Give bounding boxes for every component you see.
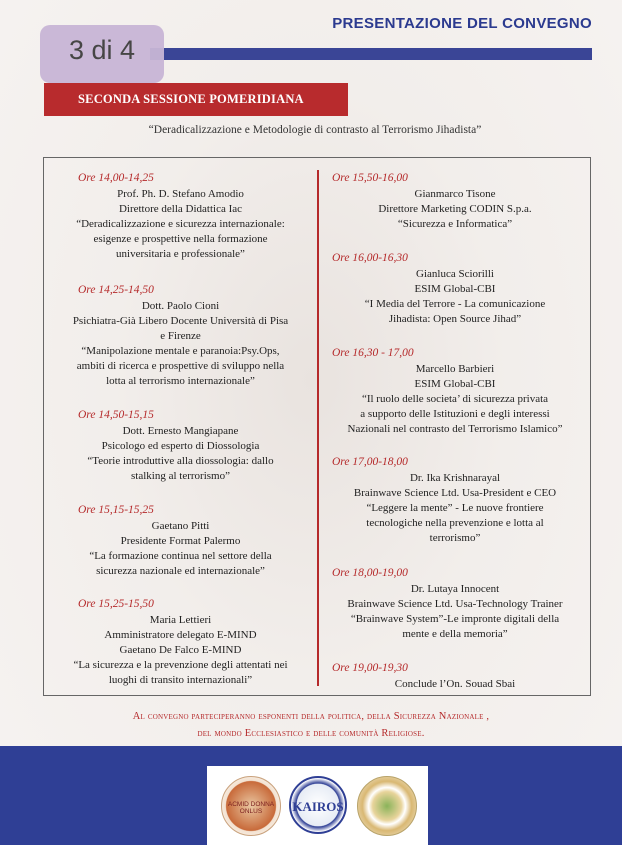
slot-time: Ore 16,00-16,30 [332,252,408,264]
page-counter-text: 3 di 4 [68,35,136,65]
slot-line: Gaetano Pitti [151,520,210,532]
program-slot [320,566,590,642]
slot-line: ESIM Global-CBI [414,378,496,390]
slot-line: Dr. Ika Krishnarayal [409,472,501,484]
slot-line: luoghi di transito internazionali” [108,674,253,686]
slot-line: Presidente Format Palermo [120,535,241,547]
participants-note [0,708,622,742]
slot-line: Amministratore delegato E-MIND [104,629,257,641]
session-subtitle: “Deradicalizzazione e Metodologie di contrasto al Terrorismo Jihadista” [148,124,482,136]
slot-line: lotta al terrorismo internazionale” [106,375,255,387]
program-slot [320,346,590,437]
sponsor-logos-panel [207,766,428,845]
slot-line: “Deradicalizzazione e sicurezza internazionale: [76,218,285,230]
program-slot [44,597,317,688]
slot-line: Gianmarco Tisone [414,188,496,200]
participants-note-line: Al convegno parteciperanno esponenti della politica, della Sicurezza Nazionale , [132,711,490,722]
slot-line: Dott. Ernesto Mangiapane [122,425,239,437]
slot-line: “Leggere la mente” - Le nuove frontiere [366,502,544,514]
session-title: SECONDA SESSIONE POMERIDIANA [78,92,304,106]
slot-time: Ore 14,25-14,50 [78,284,154,296]
logo-text: KAIROS [292,799,344,814]
slot-line: Gianluca Sciorilli [416,268,494,280]
slot-line: sicurezza nazionale ed internazionale” [96,565,265,577]
program-slot [44,408,317,484]
slot-line: Psichiatra-Già Libero Docente Università di Pisa [72,315,289,327]
slot-line: “Teorie introduttive alla diossologia: dallo [87,455,274,467]
slot-line: tecnologiche nella prevenzione e lotta al [366,517,544,529]
slot-line: “La formazione continua nel settore della [89,550,272,562]
slot-line: esigenze e prospettive nella formazione [93,233,268,245]
program-slot [320,171,590,232]
slot-line: terrorismo” [429,532,481,544]
slot-line: Direttore Marketing CODIN S.p.a. [378,203,532,215]
page-counter-badge [40,25,164,83]
slot-line: Jihadista: Open Source Jihad” [388,313,522,325]
slot-line: Marcello Barbieri [415,363,495,375]
slot-line: ambiti di ricerca e prospettive di sviluppo nella [76,360,285,372]
slot-time: Ore 15,50-16,00 [332,172,408,184]
program-slot [320,661,590,692]
slot-line: e Firenze [160,330,201,342]
slot-time: Ore 15,25-15,50 [78,598,154,610]
program-slot [320,455,590,546]
slot-line: a supporto delle Istituzioni e degli interessi [360,408,550,420]
program-slot [44,503,317,579]
slot-line: “Sicurezza e Informatica” [397,218,513,230]
session-title-banner [44,83,348,116]
slot-line: Brainwave Science Ltd. Usa-Technology Trainer [347,598,563,610]
slot-time: Ore 16,30 - 17,00 [332,347,414,359]
column-divider [317,170,319,686]
slot-line: “La sicurezza e la prevenzione degli attentati nei [73,659,288,671]
slot-line: “I Media del Terrore - La comunicazione [364,298,546,310]
slot-line: stalking al terrorismo” [131,470,230,482]
slot-line: mente e della memoria” [402,628,508,640]
slot-line: Psicologo ed esperto di Diossologia [101,440,260,452]
slot-line: Conclude l’On. Souad Sbai [394,678,516,690]
slot-line: Maria Lettieri [149,614,212,626]
slot-line: universitaria e professionale” [116,248,245,260]
document-header-title: PRESENTAZIONE DEL CONVEGNO [332,15,592,32]
program-slot [44,171,317,262]
slot-line: Dott. Paolo Cioni [141,300,220,312]
slot-line: ESIM Global-CBI [414,283,496,295]
slot-line: Gaetano De Falco E-MIND [119,644,242,656]
slot-line: Nazionali nel contrasto del Terrorismo Islamico” [347,423,563,435]
slot-time: Ore 17,00-18,00 [332,456,408,468]
slot-line: “Il ruolo delle societa’ di sicurezza privata [361,393,549,405]
slot-time: Ore 14,50-15,15 [78,409,154,421]
program-slot [320,251,590,327]
slot-time: Ore 15,15-15,25 [78,504,154,516]
slot-line: Prof. Ph. D. Stefano Amodio [117,188,244,200]
slot-line: Direttore della Didattica Iac [118,203,243,215]
cultural-center-seal-logo-icon [357,776,417,836]
slot-line: Dr. Lutaya Innocent [410,583,500,595]
acmid-donna-logo-icon [221,776,281,836]
slot-line: “Brainwave System”-Le impronte digitali della [350,613,560,625]
slot-line: “Manipolazione mentale e paranoia:Psy.Ops, [81,345,280,357]
program-slot [44,283,317,389]
participants-note-line: del mondo Ecclesiastico e delle comunità Religiose. [197,728,425,739]
logo-text: ACMID DONNA ONLUS [227,801,275,815]
slot-time: Ore 19,00-19,30 [332,662,408,674]
slot-time: Ore 18,00-19,00 [332,567,408,579]
kairos-logo-icon [289,776,347,834]
header-rule [150,48,592,60]
slot-line: Brainwave Science Ltd. Usa-President e CEO [353,487,557,499]
slot-time: Ore 14,00-14,25 [78,172,154,184]
